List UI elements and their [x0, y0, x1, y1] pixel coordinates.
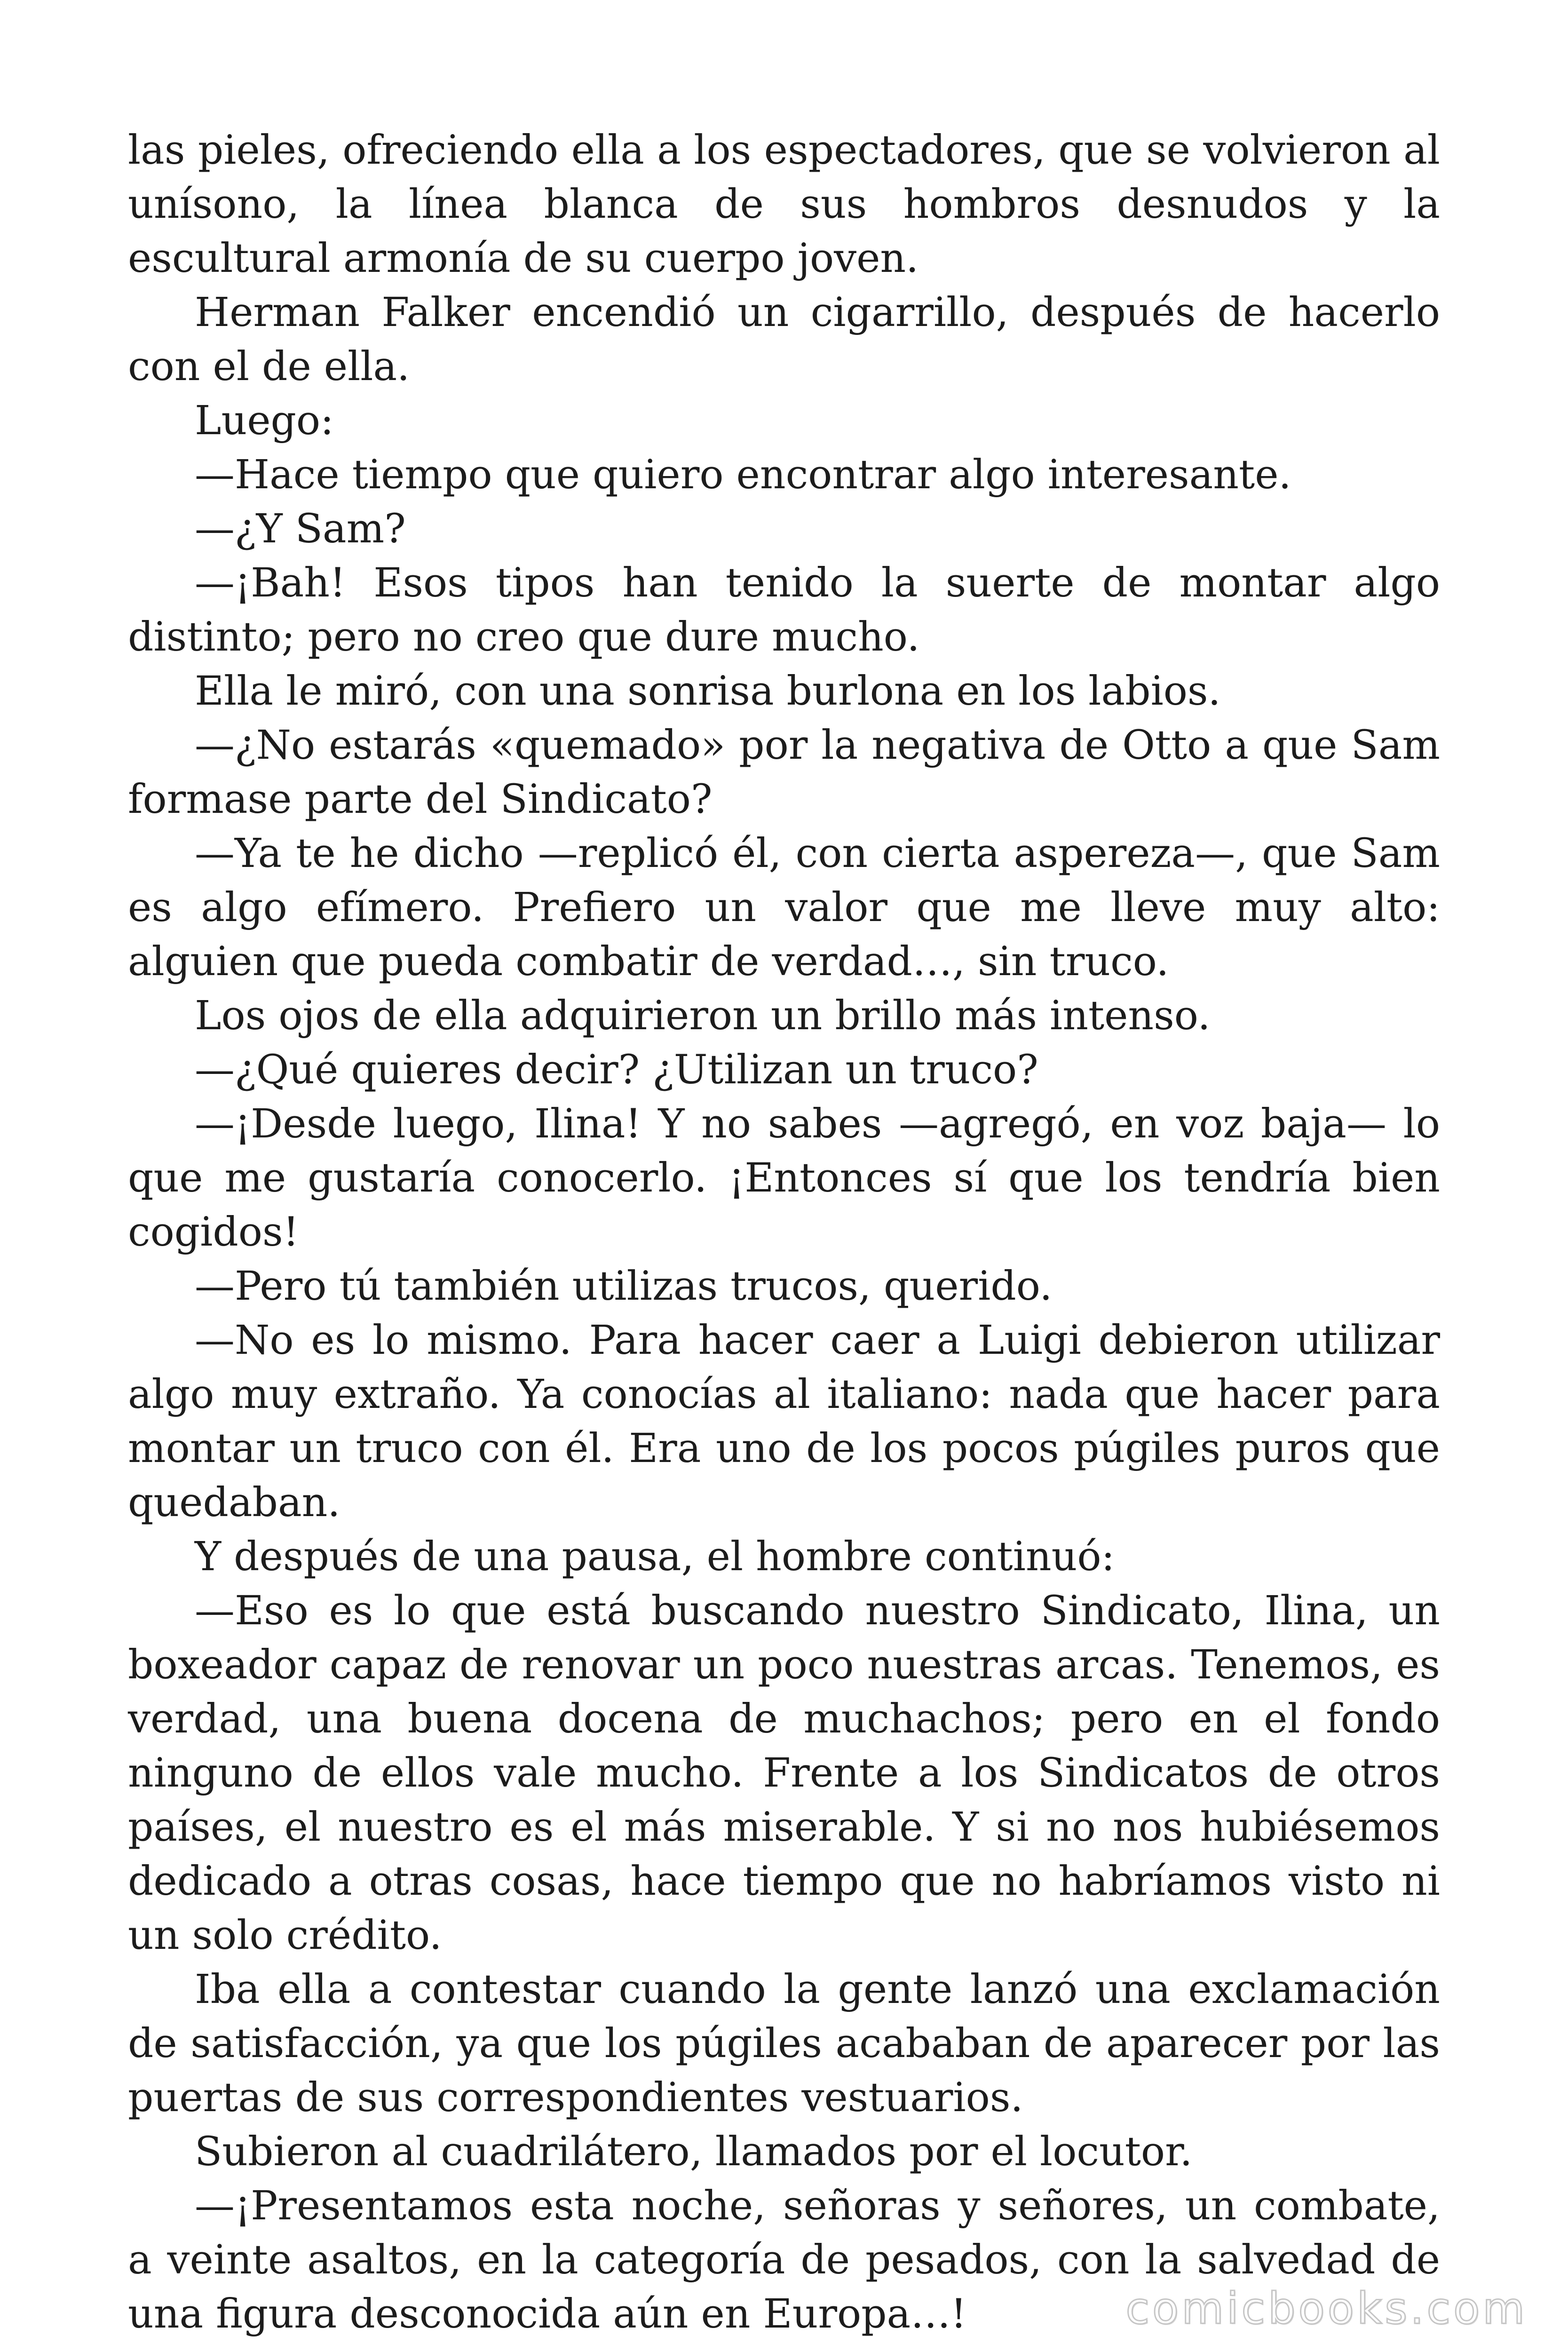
paragraph-16: —Eso es lo que está buscando nuestro Sindicato, Ilina, un boxeador capaz de renovar un poco nuestras arcas. Tenemos, es verdad, una buena docena de muchachos; pero en el fondo ninguno de ellos vale mucho. Frente a los Sindicatos de otros países, el nuestro es el más miserable. Y si no nos hubiésemos dedicado a otras cosas, hace tiempo que no habríamos visto ni un solo crédito.	[128, 1588, 1440, 1959]
paragraph-1: las pieles, ofreciendo ella a los espectadores, que se volvieron al unísono, la línea blanca de sus hombros desnudos y la escultural armonía de su cuerpo joven.	[128, 127, 1440, 282]
paragraph-10: Los ojos de ella adquirieron un brillo más intenso.	[195, 993, 1211, 1039]
paragraph-3: Luego:	[195, 397, 334, 444]
paragraph-4: —Hace tiempo que quiero encontrar algo interesante.	[195, 452, 1291, 498]
paragraph-8: —¿No estarás «quemado» por la negativa de Otto a que Sam formase parte del Sindicato?	[128, 722, 1440, 823]
paragraph-19: —¡Presentamos esta noche, señoras y señores, un combate, a veinte asaltos, en la categoría de pesados, con la salvedad de una figura desconocida aún en Europa…!	[128, 2183, 1440, 2337]
paragraph-13: —Pero tú también utilizas trucos, querido.	[195, 1263, 1053, 1310]
paragraph-5: —¿Y Sam?	[195, 506, 406, 552]
paragraph-7: Ella le miró, con una sonrisa burlona en los labios.	[195, 668, 1221, 715]
paragraph-14: —No es lo mismo. Para hacer caer a Luigi debieron utilizar algo muy extraño. Ya conocías al italiano: nada que hacer para montar un truco con él. Era uno de los pocos púgiles puros que quedaban.	[128, 1317, 1440, 1526]
paragraph-2: Herman Falker encendió un cigarrillo, después de hacerlo con el de ella.	[128, 289, 1440, 390]
paragraph-18: Subieron al cuadrilátero, llamados por el locutor.	[195, 2129, 1193, 2175]
paragraph-12: —¡Desde luego, Ilina! Y no sabes —agregó, en voz baja— lo que me gustaría conocerlo. ¡Entonces sí que los tendría bien cogidos!	[128, 1101, 1440, 1255]
paragraph-9: —Ya te he dicho —replicó él, con cierta aspereza—, que Sam es algo efímero. Prefiero un valor que me lleve muy alto: alguien que pueda combatir de verdad…, sin truco.	[128, 830, 1440, 985]
body-text	[128, 123, 1440, 2341]
paragraph-15: Y después de una pausa, el hombre continuó:	[195, 1534, 1115, 1580]
paragraph-6: —¡Bah! Esos tipos han tenido la suerte de montar algo distinto; pero no creo que dure mucho.	[128, 560, 1440, 660]
site-watermark: comicbooks.com	[1125, 2283, 1528, 2334]
paragraph-17: Iba ella a contestar cuando la gente lanzó una exclamación de satisfacción, ya que los púgiles acababan de aparecer por las puertas de sus correspondientes vestuarios.	[128, 1966, 1440, 2121]
paragraph-11: —¿Qué quieres decir? ¿Utilizan un truco?	[195, 1047, 1038, 1093]
